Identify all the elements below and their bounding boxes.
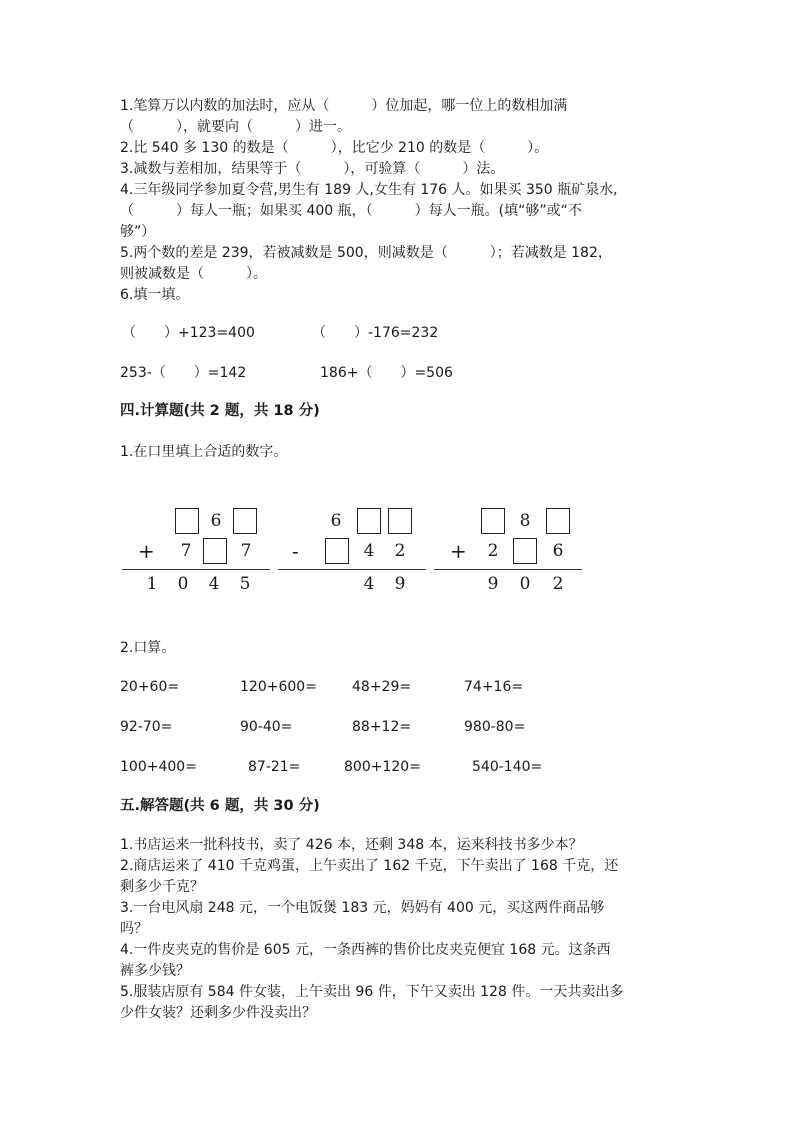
mental-item: 48+29= <box>352 679 412 695</box>
mental-item: 20+60= <box>120 679 180 695</box>
blank-box <box>325 538 349 564</box>
sum-line <box>122 569 270 570</box>
s5-line-3: 剩多少千克？ <box>120 879 204 895</box>
sum-line <box>434 569 582 570</box>
digit: 0 <box>177 574 189 594</box>
mental-item: 88+12= <box>352 719 412 735</box>
digit: 9 <box>487 574 499 594</box>
digit: 4 <box>208 574 220 594</box>
digit: 2 <box>394 541 406 561</box>
s3-line-4: 3.减数与差相加，结果等于（ ），可验算（ ）法。 <box>120 161 505 177</box>
s3-line-5: 4.三年级同学参加夏令营,男生有 189 人,女生有 176 人。如果买 350 瓶矿泉水, <box>120 182 618 198</box>
plus-sign: + <box>450 539 467 563</box>
s3-line-1: 1.笔算万以内数的加法时，应从（ ）位加起，哪一位上的数相加满 <box>120 98 568 114</box>
blank-box <box>481 508 505 534</box>
s3-line-9: 则被减数是（ ）。 <box>120 266 267 282</box>
digit: 4 <box>363 541 375 561</box>
s5-line-7: 裤多少钱？ <box>120 963 190 979</box>
s5-line-5: 吗？ <box>120 921 148 937</box>
section5-heading: 五.解答题(共 6 题，共 30 分) <box>120 798 320 814</box>
minus-sign: - <box>292 539 299 563</box>
mental-item: 92-70= <box>120 719 173 735</box>
s3-line-8: 5.两个数的差是 239，若被减数是 500，则减数是（ ）；若减数是 182， <box>120 245 612 261</box>
section4-q2: 2.口算。 <box>120 640 176 656</box>
blank-box <box>175 508 199 534</box>
digit: 6 <box>552 541 564 561</box>
digit: 1 <box>146 574 158 594</box>
digit: 4 <box>363 574 375 594</box>
mental-item: 90-40= <box>240 719 293 735</box>
s3-line-3: 2.比 540 多 130 的数是（ ），比它少 210 的数是（ ）。 <box>120 140 549 156</box>
fill-blank-3: 253-（ ）=142 <box>120 365 247 381</box>
blank-box <box>388 508 412 534</box>
s5-line-1: 1.书店运来一批科技书，卖了 426 本，还剩 348 本，运来科技书多少本？ <box>120 837 583 853</box>
digit: 2 <box>552 574 564 594</box>
mental-item: 74+16= <box>464 679 524 695</box>
digit: 0 <box>519 574 531 594</box>
mental-item: 540-140= <box>472 759 543 775</box>
s3-line-7: 够”） <box>120 224 156 240</box>
s3-line-10: 6.填一填。 <box>120 287 190 303</box>
mental-item: 980-80= <box>464 719 526 735</box>
digit: 6 <box>330 511 342 531</box>
blank-box <box>357 508 381 534</box>
s5-line-6: 4.一件皮夹克的售价是 605 元，一条西裤的售价比皮夹克便宜 168 元。这条西 <box>120 942 611 958</box>
s3-line-2: （ ），就要向（ ）进一。 <box>120 119 351 135</box>
mental-item: 800+120= <box>344 759 421 775</box>
mental-item: 87-21= <box>248 759 301 775</box>
blank-box <box>203 538 227 564</box>
s5-line-8: 5.服装店原有 584 件女装，上午卖出 96 件，下午又卖出 128 件。一天共卖出多 <box>120 984 624 1000</box>
digit: 7 <box>180 541 192 561</box>
digit: 8 <box>519 511 531 531</box>
section4-heading: 四.计算题(共 2 题，共 18 分) <box>120 403 320 419</box>
digit: 2 <box>487 541 499 561</box>
blank-box <box>233 508 257 534</box>
difference-line <box>278 569 426 570</box>
mental-item: 120+600= <box>240 679 317 695</box>
fill-blank-4: 186+（ ）=506 <box>320 365 453 381</box>
s5-line-9: 少件女装？还剩多少件没卖出？ <box>120 1005 316 1021</box>
s5-line-2: 2.商店运来了 410 千克鸡蛋，上午卖出了 162 千克，下午卖出了 168 千克，还 <box>120 858 619 874</box>
s5-line-4: 3.一台电风扇 248 元，一个电饭煲 183 元，妈妈有 400 元，买这两件商品够 <box>120 900 605 916</box>
s3-line-6: （ ）每人一瓶；如果买 400 瓶，（ ）每人一瓶。(填“够”或“不 <box>120 203 582 219</box>
digit: 5 <box>239 574 251 594</box>
digit: 6 <box>210 511 222 531</box>
fill-blank-2: （ ）-176=232 <box>312 325 439 341</box>
fill-blank-1: （ ）+123=400 <box>122 325 255 341</box>
section4-q1: 1.在口里填上合适的数字。 <box>120 444 288 460</box>
plus-sign: + <box>138 539 155 563</box>
digit: 7 <box>240 541 252 561</box>
digit: 9 <box>394 574 406 594</box>
blank-box <box>546 508 570 534</box>
blank-box <box>513 538 537 564</box>
mental-item: 100+400= <box>120 759 197 775</box>
